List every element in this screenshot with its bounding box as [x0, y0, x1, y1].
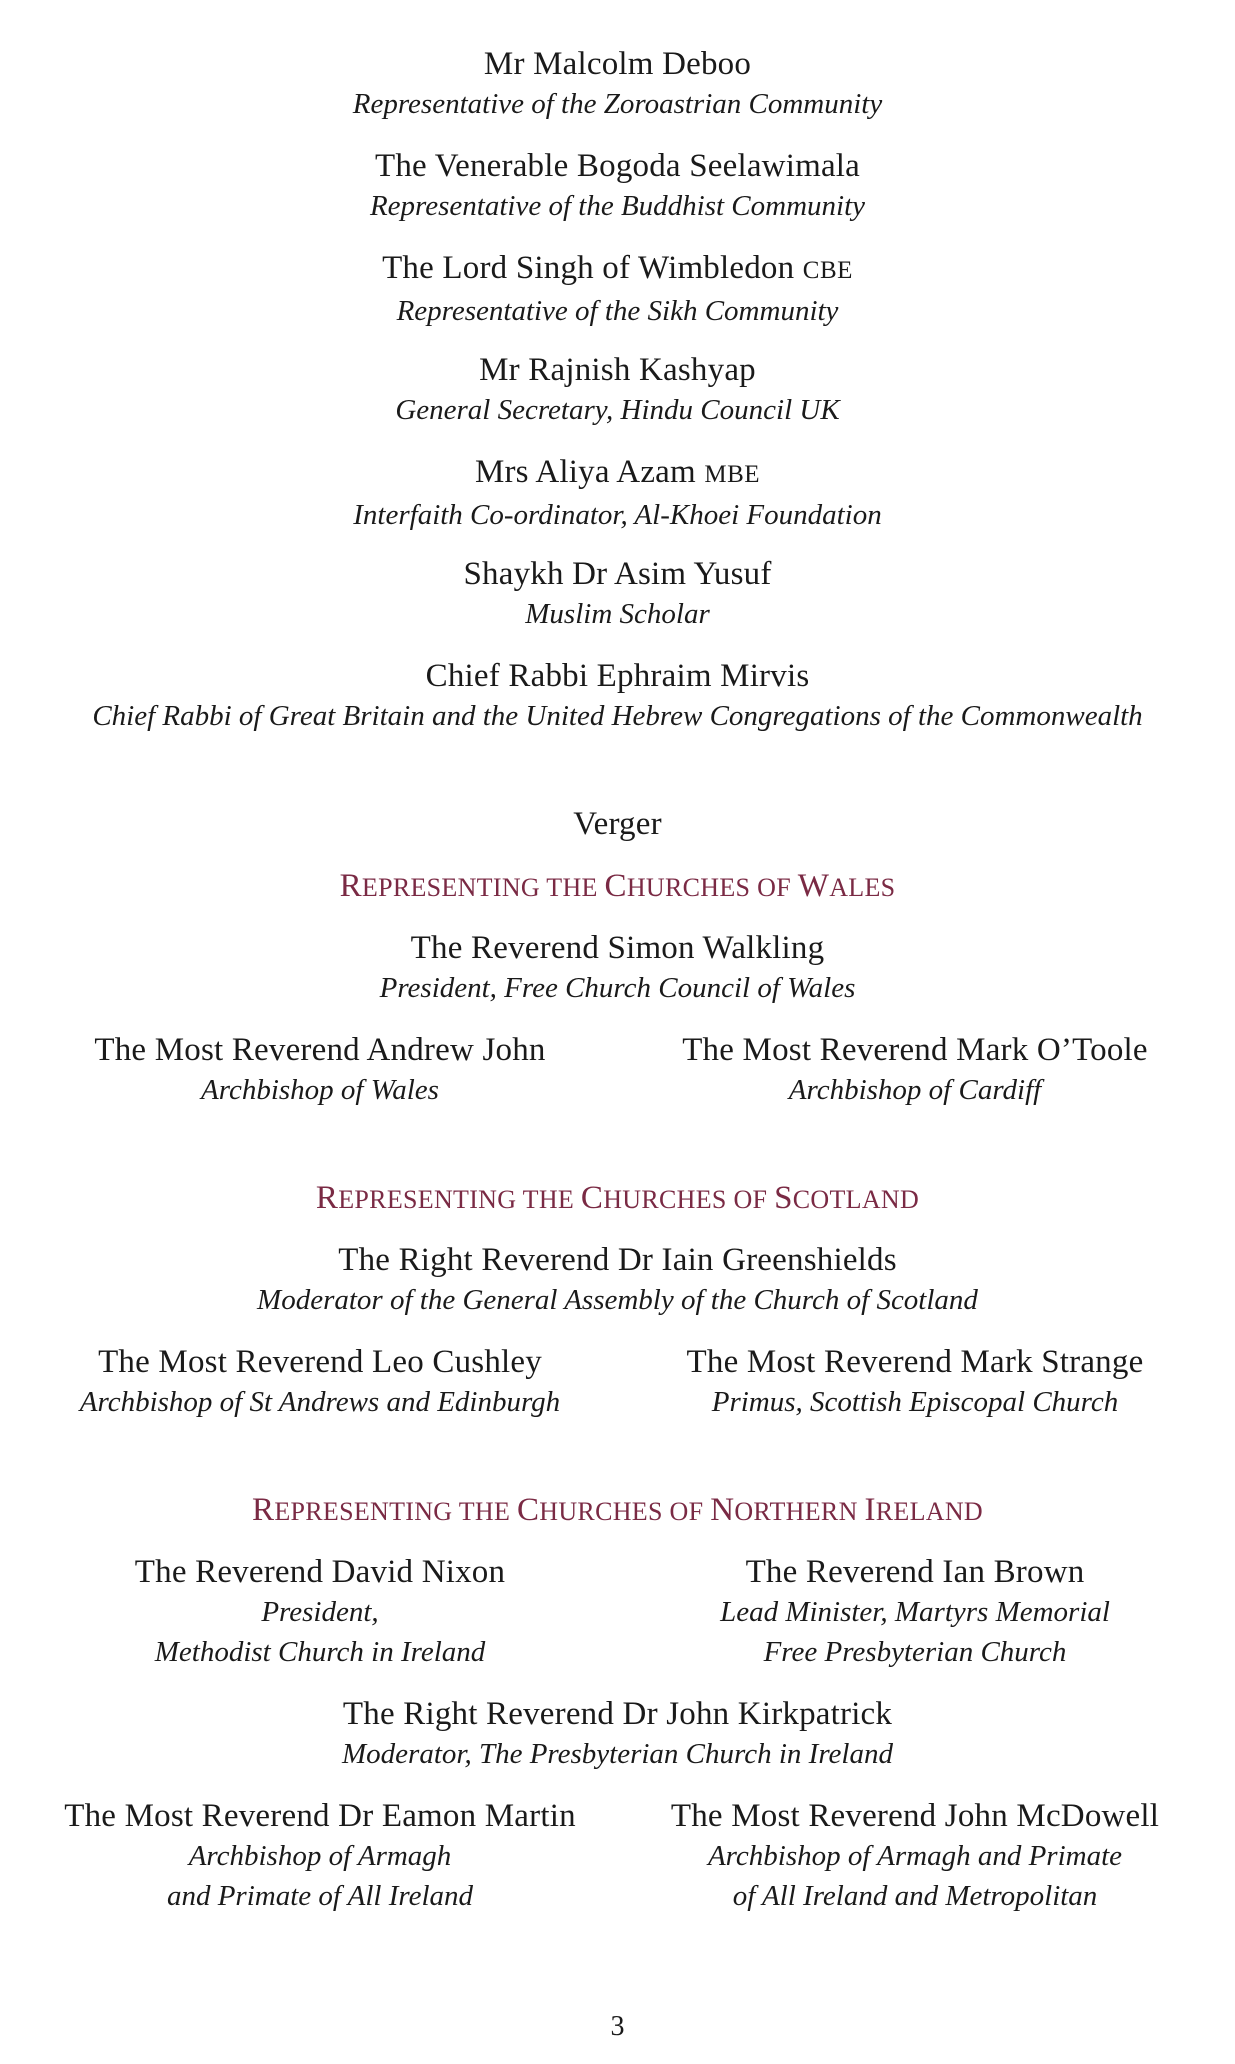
person-name: The Right Reverend Dr Iain Greenshields	[338, 1242, 897, 1278]
person-role: Representative of the Zoroastrian Community	[352, 88, 883, 120]
person-name: The Most Reverend John McDowell	[670, 1798, 1160, 1834]
faith-leader-zoroastrian	[0, 44, 1235, 124]
section-heading-scotland: REPRESENTING THE CHURCHES OF SCOTLAND	[315, 1180, 920, 1216]
person-name: Chief Rabbi Ephraim Mirvis	[425, 658, 810, 694]
person-role: Archbishop of Wales	[201, 1074, 439, 1106]
scotland-moderator	[0, 1240, 1235, 1320]
verger-label: Verger	[573, 806, 662, 842]
honour-postnominal: MBE	[704, 461, 761, 488]
person-role-line-2: Free Presbyterian Church	[763, 1636, 1067, 1668]
ni-church-of-ireland-archbishop-armagh	[615, 1796, 1215, 1916]
person-role: Archbishop of St Andrews and Edinburgh	[79, 1386, 561, 1418]
wales-archbishop-of-wales	[20, 1030, 620, 1110]
faith-leader-buddhist	[0, 146, 1235, 226]
person-role-line-1: Archbishop of Armagh and Primate	[707, 1840, 1123, 1872]
ni-free-presbyterian	[615, 1552, 1215, 1672]
person-name: The Most Reverend Andrew John	[94, 1032, 546, 1068]
person-name: Shaykh Dr Asim Yusuf	[463, 556, 772, 592]
person-role-line-1: President,	[261, 1596, 379, 1628]
person-role: General Secretary, Hindu Council UK	[395, 394, 840, 426]
person-name: Mr Malcolm Deboo	[483, 46, 752, 82]
person-name: Mr Rajnish Kashyap	[479, 352, 756, 388]
wales-free-church	[0, 928, 1235, 1008]
faith-leader-hindu	[0, 350, 1235, 430]
faith-leader-chief-rabbi	[0, 656, 1235, 736]
person-name: The Most Reverend Mark O’Toole	[682, 1032, 1148, 1068]
section-heading-wales: REPRESENTING THE CHURCHES OF WALES	[339, 868, 896, 904]
person-name: The Venerable Bogoda Seelawimala	[374, 148, 861, 184]
person-role: Representative of the Sikh Community	[396, 295, 839, 327]
person-name: Mrs Aliya Azam	[474, 454, 696, 490]
ni-presbyterian-moderator	[0, 1694, 1235, 1774]
person-name: The Reverend David Nixon	[134, 1554, 506, 1590]
page-number: 3	[610, 2011, 625, 2042]
person-role: Moderator, The Presbyterian Church in Ireland	[342, 1738, 893, 1770]
person-name-with-honour	[0, 248, 1235, 291]
person-role: Primus, Scottish Episcopal Church	[711, 1386, 1119, 1418]
person-role: Archbishop of Cardiff	[788, 1074, 1042, 1106]
faith-leader-muslim-scholar	[0, 554, 1235, 634]
person-role-line-1: Lead Minister, Martyrs Memorial	[720, 1596, 1110, 1628]
person-role: Moderator of the General Assembly of the Church of Scotland	[257, 1284, 978, 1316]
faith-leader-al-khoei	[0, 452, 1235, 535]
person-name-with-honour	[0, 452, 1235, 495]
scotland-archbishop-st-andrews	[20, 1342, 620, 1422]
person-name: The Lord Singh of Wimbledon	[382, 250, 795, 286]
verger	[0, 804, 1235, 844]
person-name: The Most Reverend Dr Eamon Martin	[64, 1798, 576, 1834]
person-role-line-2: Methodist Church in Ireland	[154, 1636, 486, 1668]
person-role-line-1: Archbishop of Armagh	[188, 1840, 452, 1872]
person-name: The Most Reverend Mark Strange	[686, 1344, 1144, 1380]
section-heading-northern-ireland: REPRESENTING THE CHURCHES OF NORTHERN IRELAND	[252, 1492, 983, 1528]
faith-leader-sikh	[0, 248, 1235, 331]
person-role-line-2: of All Ireland and Metropolitan	[732, 1880, 1098, 1912]
person-role: Muslim Scholar	[525, 598, 710, 630]
person-role: Interfaith Co-ordinator, Al-Khoei Foundation	[353, 499, 882, 531]
honour-postnominal: CBE	[802, 257, 853, 284]
wales-archbishop-of-cardiff	[615, 1030, 1215, 1110]
person-role: Chief Rabbi of Great Britain and the United Hebrew Congregations of the Commonwealth	[92, 700, 1143, 732]
ni-methodist-president	[20, 1552, 620, 1672]
person-role: Representative of the Buddhist Community	[369, 190, 866, 222]
ni-catholic-archbishop-armagh	[20, 1796, 620, 1916]
person-name: The Most Reverend Leo Cushley	[98, 1344, 542, 1380]
scotland-primus	[615, 1342, 1215, 1422]
person-role-line-2: and Primate of All Ireland	[166, 1880, 474, 1912]
person-role: President, Free Church Council of Wales	[379, 972, 856, 1004]
person-name: The Reverend Simon Walkling	[410, 930, 825, 966]
person-name: The Right Reverend Dr John Kirkpatrick	[342, 1696, 893, 1732]
person-name: The Reverend Ian Brown	[745, 1554, 1085, 1590]
